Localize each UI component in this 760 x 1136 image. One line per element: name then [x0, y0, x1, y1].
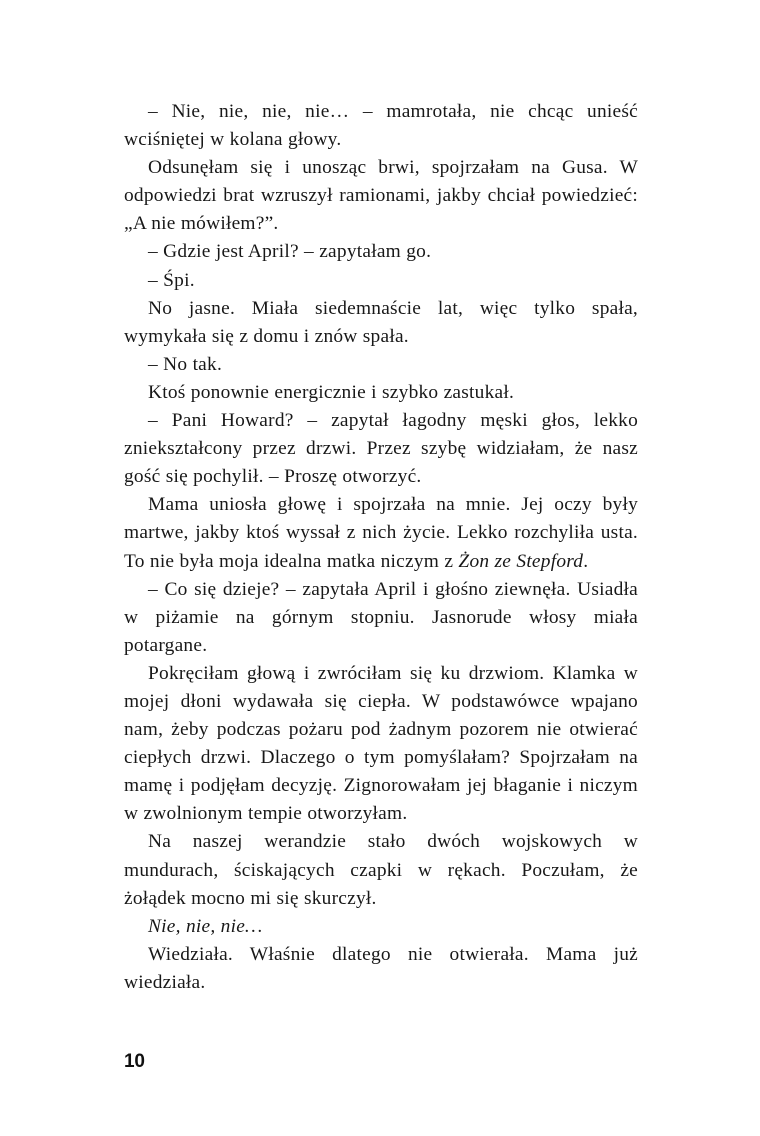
- page-number: 10: [124, 1051, 145, 1072]
- paragraph: – Gdzie jest April? – zapytałam go.: [148, 241, 432, 263]
- paragraph: Na naszej werandzie stało dwóch wojskowych w mundurach, ściskających czapki w rękach. Poczułam, że żołądek mocno mi się skurczył.: [124, 831, 638, 909]
- paragraph-with-title: [124, 491, 638, 575]
- paragraph: – Śpi.: [148, 269, 195, 291]
- inner-thought-italic: Nie, nie, nie…: [148, 915, 263, 937]
- paragraph: – Nie, nie, nie, nie… – mamrotała, nie chcąc unieść wciśniętej w kolana głowy.: [124, 101, 638, 151]
- book-title-italic: Żon ze Stepford: [458, 550, 584, 572]
- paragraph: Ktoś ponownie energicznie i szybko zastukał.: [148, 381, 515, 403]
- paragraph: Odsunęłam się i unosząc brwi, spojrzałam na Gusa. W odpowiedzi brat wzruszył ramionami, jakby chciał powiedzieć: „A nie mówiłem?”.: [124, 157, 638, 235]
- paragraph: No jasne. Miała siedemnaście lat, więc tylko spała, wymykała się z domu i znów spała.: [124, 297, 638, 347]
- paragraph: – Co się dzieje? – zapytała April i głośno ziewnęła. Usiadła w piżamie na górnym stopniu. Jasnorude włosy miała potargane.: [124, 578, 638, 656]
- paragraph: Wiedziała. Właśnie dlatego nie otwierała. Mama już wiedziała.: [124, 943, 638, 993]
- page-text-block: [124, 98, 638, 997]
- paragraph-text-after: .: [583, 550, 589, 572]
- paragraph: Pokręciłam głową i zwróciłam się ku drzwiom. Klamka w mojej dłoni wydawała się ciepła. W podstawówce wpajano nam, żeby podczas pożaru pod żadnym pozorem nie otwierać ciepłych drzwi. Dlaczego o tym pomyślałam? Spojrzałam na mamę i podjęłam decyzję. Zignorowałam jej błaganie i niczym w zwolnionym tempie otworzyłam.: [124, 662, 638, 825]
- paragraph-text-before: Mama uniosła głowę i spojrzała na mnie. Jej oczy były martwe, jakby ktoś wyssał z nich życie. Lekko rozchyliła usta. To nie była moja idealna matka niczym z: [124, 494, 638, 572]
- paragraph: – Pani Howard? – zapytał łagodny męski głos, lekko zniekształcony przez drzwi. Przez szybę widziałam, że nasz gość się pochylił. – Proszę otworzyć.: [124, 410, 638, 488]
- paragraph: – No tak.: [148, 353, 223, 375]
- paragraph-italic: [124, 913, 638, 941]
